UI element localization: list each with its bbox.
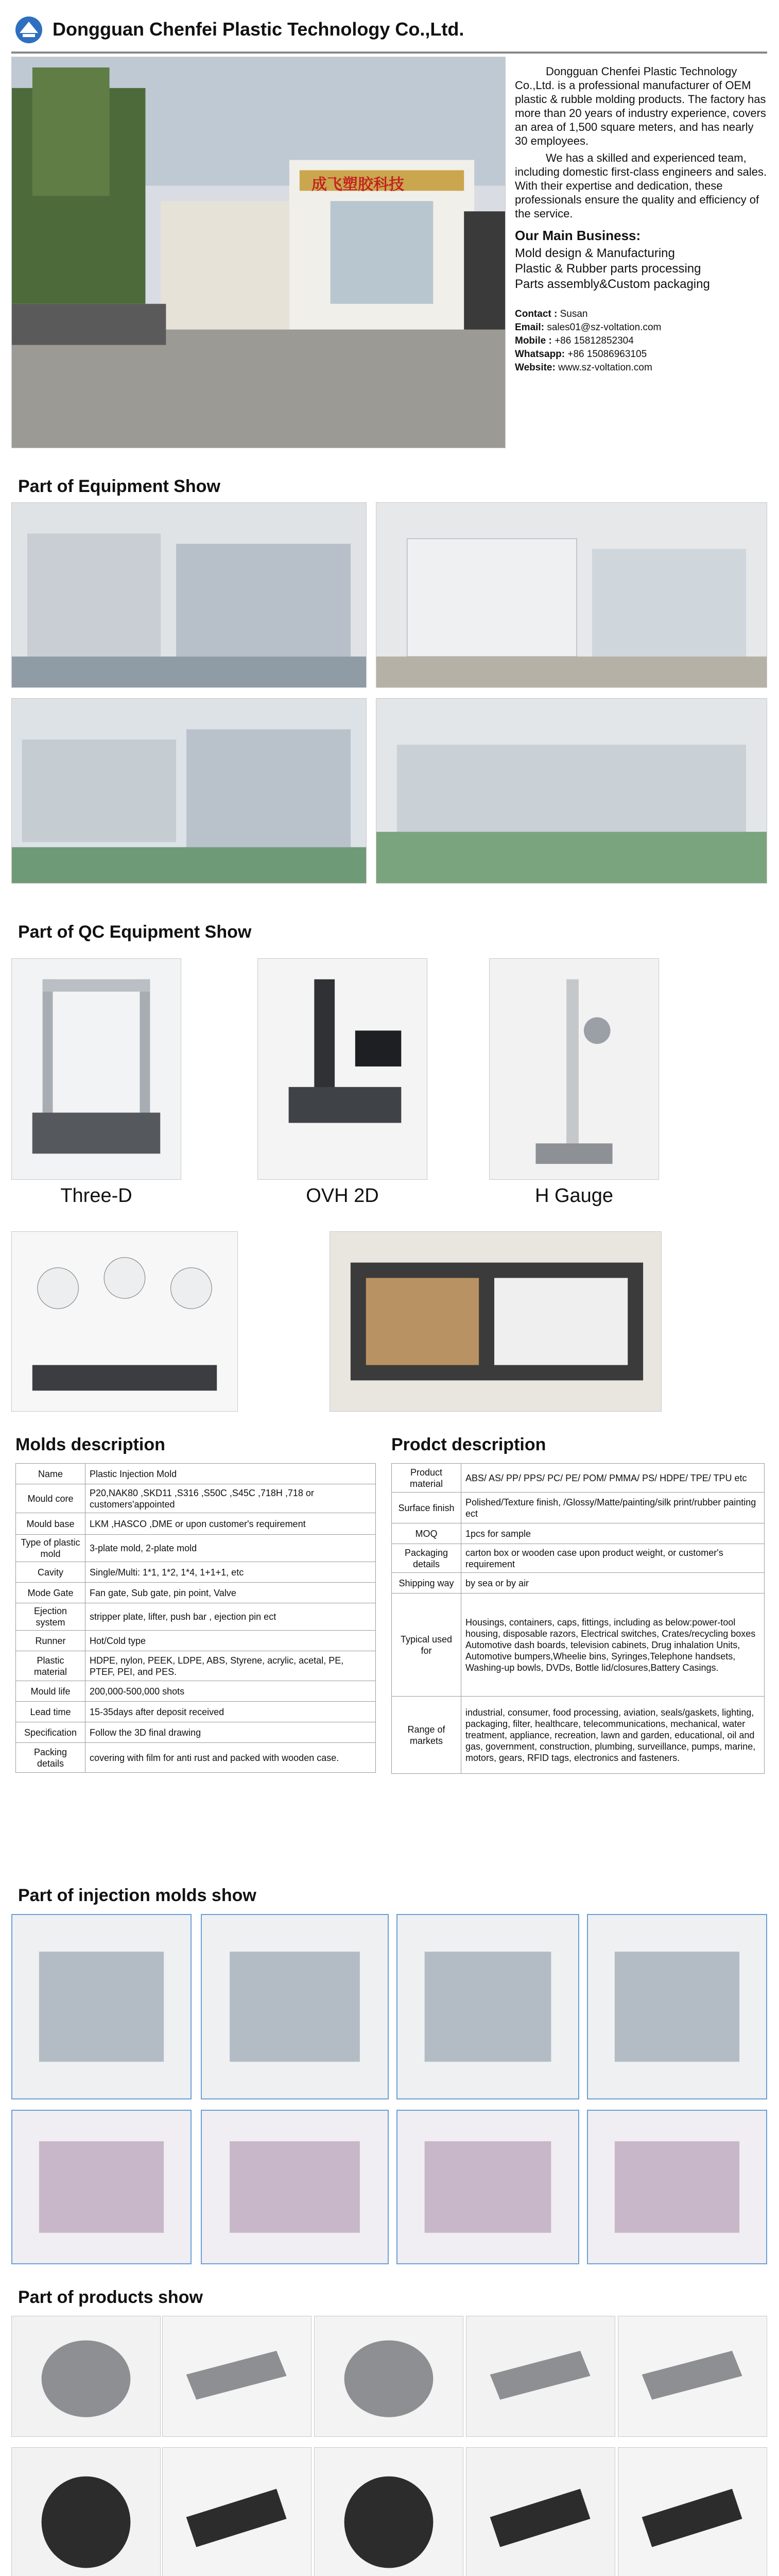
business-list bbox=[515, 246, 767, 292]
product-spec-key: MOQ bbox=[392, 1523, 461, 1544]
molds-spec-key: Specification bbox=[16, 1722, 85, 1743]
product-photo bbox=[466, 2316, 615, 2437]
molds-spec-row bbox=[16, 1535, 376, 1562]
product-spec-value: ABS/ AS/ PP/ PPS/ PC/ PE/ POM/ PMMA/ PS/ HDPE/ TPE/ TPU etc bbox=[461, 1464, 765, 1493]
product-photo bbox=[11, 2316, 161, 2437]
molds-spec-key: Cavity bbox=[16, 1562, 85, 1583]
product-spec-key: Typical used for bbox=[392, 1594, 461, 1697]
molds-spec-key: Lead time bbox=[16, 1702, 85, 1722]
product-photo bbox=[162, 2447, 311, 2576]
section-title-qc: Part of QC Equipment Show bbox=[18, 922, 252, 942]
molds-spec-value: Fan gate, Sub gate, pin point, Valve bbox=[85, 1583, 376, 1603]
contact-label: Contact : bbox=[515, 309, 558, 319]
molds-spec-value: 15-35days after deposit received bbox=[85, 1702, 376, 1722]
molds-spec-key: Mould core bbox=[16, 1484, 85, 1513]
qc-ovh-2d-photo bbox=[257, 958, 427, 1180]
molds-spec-value: LKM ,HASCO ,DME or upon customer's requirement bbox=[85, 1513, 376, 1535]
qc-gauge-block-photo bbox=[330, 1231, 662, 1412]
molds-spec-row bbox=[16, 1681, 376, 1702]
product-spec-row bbox=[392, 1523, 765, 1544]
molds-spec-value: covering with film for anti rust and packed with wooden case. bbox=[85, 1743, 376, 1773]
molds-spec-row bbox=[16, 1722, 376, 1743]
business-item: Plastic & Rubber parts processing bbox=[515, 262, 701, 276]
factory-photo bbox=[11, 57, 506, 448]
qc-h-gauge-photo bbox=[489, 958, 659, 1180]
molds-spec-key: Packing details bbox=[16, 1743, 85, 1773]
mold-photo bbox=[11, 2110, 192, 2264]
product-spec-row bbox=[392, 1493, 765, 1523]
product-spec-value: Housings, containers, caps, fittings, including as below:power-tool housing, disposable razors, Electrical switches, Crates/recycling boxes Automotive dash boards, television cabinets, Drug inhalation Units, Automotive bumpers,Wheelie bins, Syringes,Telephone handsets, Washing-up bowls, DVDs, Bottle lid/closures,Battery Casings. bbox=[461, 1594, 765, 1697]
product-photo bbox=[314, 2447, 463, 2576]
molds-spec-key: Ejection system bbox=[16, 1603, 85, 1631]
business-item: Parts assembly&Custom packaging bbox=[515, 277, 710, 291]
equipment-photo bbox=[11, 698, 367, 884]
product-spec-key: Shipping way bbox=[392, 1573, 461, 1594]
molds-spec-key: Name bbox=[16, 1464, 85, 1484]
molds-spec-value: 200,000-500,000 shots bbox=[85, 1681, 376, 1702]
molds-spec-value: 3-plate mold, 2-plate mold bbox=[85, 1535, 376, 1562]
product-photo bbox=[314, 2316, 463, 2437]
molds-spec-row bbox=[16, 1464, 376, 1484]
product-photo bbox=[618, 2447, 767, 2576]
molds-spec-value: Follow the 3D final drawing bbox=[85, 1722, 376, 1743]
product-photo bbox=[162, 2316, 311, 2437]
product-spec-row bbox=[392, 1697, 765, 1774]
mold-photo bbox=[587, 2110, 767, 2264]
mobile-label: Mobile : bbox=[515, 335, 552, 346]
company-intro bbox=[515, 64, 767, 375]
product-table-title: Prodct description bbox=[391, 1435, 546, 1454]
qc-three-d-photo bbox=[11, 958, 181, 1180]
section-title-equipment: Part of Equipment Show bbox=[18, 477, 220, 496]
molds-spec-key: Mould life bbox=[16, 1681, 85, 1702]
business-title: Our Main Business: bbox=[515, 228, 641, 243]
mold-photo bbox=[396, 2110, 579, 2264]
molds-spec-value: Plastic Injection Mold bbox=[85, 1464, 376, 1484]
equipment-photo bbox=[376, 502, 767, 688]
mold-photo bbox=[11, 1914, 192, 2099]
product-spec-row bbox=[392, 1573, 765, 1594]
product-spec-value: carton box or wooden case upon product weight, or customer's requirement bbox=[461, 1544, 765, 1573]
contact-name: Susan bbox=[560, 309, 588, 319]
molds-spec-key: Runner bbox=[16, 1631, 85, 1651]
email-label: Email: bbox=[515, 322, 545, 333]
molds-spec-key: Plastic material bbox=[16, 1651, 85, 1681]
equipment-photo bbox=[376, 698, 767, 884]
website-link[interactable]: www.sz-voltation.com bbox=[558, 362, 652, 373]
product-photo bbox=[618, 2316, 767, 2437]
product-spec-row bbox=[392, 1464, 765, 1493]
qc-caption: Three-D bbox=[60, 1185, 132, 1207]
molds-description-table bbox=[15, 1463, 376, 1773]
qc-gauges-photo bbox=[11, 1231, 238, 1412]
contact-block bbox=[515, 308, 767, 375]
mold-photo bbox=[201, 1914, 389, 2099]
product-spec-value: Polished/Texture finish, /Glossy/Matte/painting/silk print/rubber painting ect bbox=[461, 1493, 765, 1523]
email-value[interactable]: sales01@sz-voltation.com bbox=[547, 322, 662, 333]
qc-caption: H Gauge bbox=[534, 1185, 614, 1207]
molds-spec-row bbox=[16, 1743, 376, 1773]
molds-spec-key: Mould base bbox=[16, 1513, 85, 1535]
equipment-photo bbox=[11, 502, 367, 688]
product-spec-key: Range of markets bbox=[392, 1697, 461, 1774]
mold-photo bbox=[587, 1914, 767, 2099]
molds-spec-value: Single/Multi: 1*1, 1*2, 1*4, 1+1+1, etc bbox=[85, 1562, 376, 1583]
section-title-molds: Part of injection molds show bbox=[18, 1886, 256, 1905]
product-spec-value: by sea or by air bbox=[461, 1573, 765, 1594]
molds-spec-row bbox=[16, 1651, 376, 1681]
product-photo bbox=[11, 2447, 161, 2576]
product-spec-key: Product material bbox=[392, 1464, 461, 1493]
whatsapp-value: +86 15086963105 bbox=[567, 349, 647, 360]
header-divider bbox=[11, 52, 767, 54]
intro-paragraph-1: Dongguan Chenfei Plastic Technology Co.,Ltd. is a professional manufacturer of OEM plastic & rubble molding products. The factory has more than 20 years of industry experience, covers an area of 1,500 square meters, and has nearly 30 employees. bbox=[515, 65, 766, 147]
molds-spec-key: Mode Gate bbox=[16, 1583, 85, 1603]
molds-spec-row bbox=[16, 1513, 376, 1535]
molds-table-title: Molds description bbox=[15, 1435, 165, 1454]
product-description-table bbox=[391, 1463, 765, 1774]
product-spec-key: Packaging details bbox=[392, 1544, 461, 1573]
molds-spec-row bbox=[16, 1702, 376, 1722]
product-spec-key: Surface finish bbox=[392, 1493, 461, 1523]
company-logo-icon bbox=[14, 15, 43, 44]
molds-spec-row bbox=[16, 1603, 376, 1631]
product-spec-row bbox=[392, 1544, 765, 1573]
molds-spec-row bbox=[16, 1583, 376, 1603]
molds-spec-row bbox=[16, 1562, 376, 1583]
molds-spec-value: Hot/Cold type bbox=[85, 1631, 376, 1651]
business-item: Mold design & Manufacturing bbox=[515, 246, 675, 260]
molds-spec-row bbox=[16, 1484, 376, 1513]
mold-photo bbox=[396, 1914, 579, 2099]
product-spec-value: 1pcs for sample bbox=[461, 1523, 765, 1544]
qc-caption: OVH 2D bbox=[306, 1185, 379, 1207]
molds-spec-value: stripper plate, lifter, push bar , ejection pin ect bbox=[85, 1603, 376, 1631]
mold-photo bbox=[201, 2110, 389, 2264]
mobile-value: +86 15812852304 bbox=[555, 335, 634, 346]
section-title-products-1: Part of products show bbox=[18, 2287, 203, 2307]
website-label: Website: bbox=[515, 362, 556, 373]
molds-spec-value: HDPE, nylon, PEEK, LDPE, ABS, Styrene, acrylic, acetal, PE, PTEF, PEI, and PES. bbox=[85, 1651, 376, 1681]
product-spec-row bbox=[392, 1594, 765, 1697]
whatsapp-label: Whatsapp: bbox=[515, 349, 565, 360]
storefront-sign: 成飞塑胶科技 bbox=[311, 176, 404, 194]
molds-spec-value: P20,NAK80 ,SKD11 ,S316 ,S50C ,S45C ,718H ,718 or customers'appointed bbox=[85, 1484, 376, 1513]
company-name: Dongguan Chenfei Plastic Technology Co.,Ltd. bbox=[53, 19, 464, 40]
molds-spec-key: Type of plastic mold bbox=[16, 1535, 85, 1562]
intro-paragraph-2: We has a skilled and experienced team, including domestic first-class engineers and sales. With their expertise and dedication, these professionals ensure the quality and efficiency of the service. bbox=[515, 151, 767, 220]
product-spec-value: industrial, consumer, food processing, aviation, seals/gaskets, lighting, packaging, filter, healthcare, telecommunications, mechanical, water treatment, appliance, recreation, lawn and garden, educational, oil and gas, government, construction, plumbing, surveillance, pumps, marine, motors, gears, RFID tags, electronics and fasteners. bbox=[461, 1697, 765, 1774]
product-photo bbox=[466, 2447, 615, 2576]
molds-spec-row bbox=[16, 1631, 376, 1651]
